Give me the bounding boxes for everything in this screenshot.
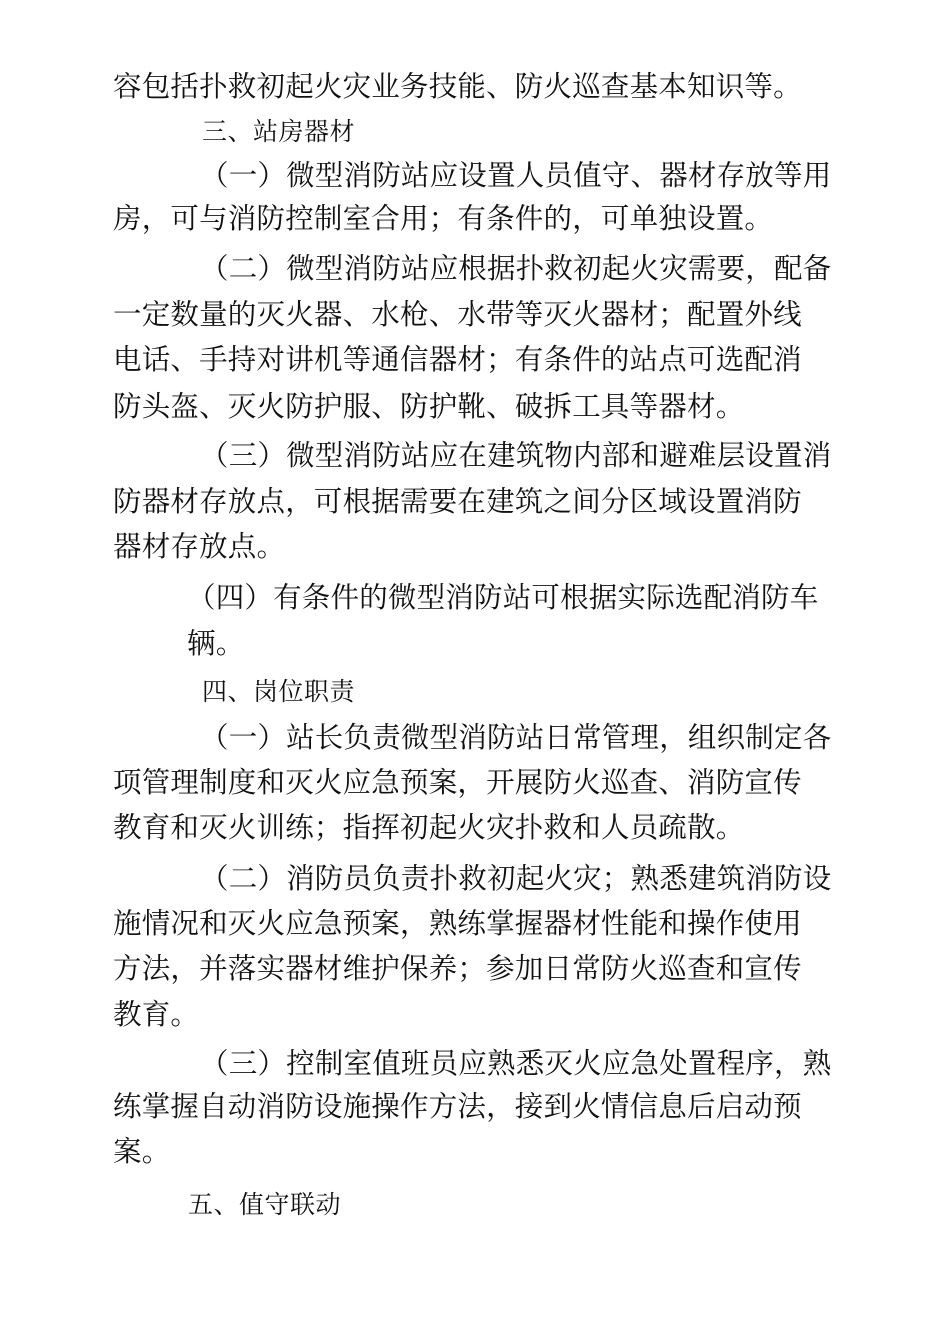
section-heading-5: 五、值守联动 [188, 1190, 342, 1219]
paragraph-line: 器材存放点。 [113, 530, 286, 563]
paragraph-line: 容包括扑救初起火灾业务技能、防火巡查基本知识等。 [113, 70, 802, 103]
paragraph-line: 房，可与消防控制室合用；有条件的，可单独设置。 [113, 202, 774, 235]
section-heading-4: 四、岗位职责 [202, 677, 356, 706]
paragraph-line: （三）微型消防站应在建筑物内部和避难层设置消 [200, 439, 832, 472]
paragraph-line: （二）微型消防站应根据扑救初起火灾需要，配备 [200, 252, 832, 285]
paragraph-line: 教育和灭火训练；指挥初起火灾扑救和人员疏散。 [113, 811, 745, 844]
paragraph-line: 电话、手持对讲机等通信器材；有条件的站点可选配消 [113, 343, 802, 376]
paragraph-line: （二）消防员负责扑救初起火灾；熟悉建筑消防设 [200, 862, 832, 895]
paragraph-line: （四）有条件的微型消防站可根据实际选配消防车 [187, 581, 819, 614]
paragraph-line: （一）站长负责微型消防站日常管理，组织制定各 [200, 721, 832, 754]
paragraph-line: 一定数量的灭火器、水枪、水带等灭火器材；配置外线 [113, 298, 802, 331]
section-heading-3: 三、站房器材 [202, 117, 356, 146]
paragraph-line: 方法，并落实器材维护保养；参加日常防火巡查和宣传 [113, 952, 802, 985]
paragraph-line: 防头盔、灭火防护服、防护靴、破拆工具等器材。 [113, 390, 745, 423]
paragraph-line: 辆。 [187, 627, 245, 660]
paragraph-line: （三）控制室值班员应熟悉灭火应急处置程序，熟 [200, 1047, 832, 1080]
paragraph-line: 项管理制度和灭火应急预案，开展防火巡查、消防宣传 [113, 766, 802, 799]
paragraph-line: 练掌握自动消防设施操作方法，接到火情信息后启动预 [113, 1090, 802, 1123]
paragraph-line: 教育。 [113, 998, 200, 1031]
paragraph-line: 施情况和灭火应急预案，熟练掌握器材性能和操作使用 [113, 907, 802, 940]
paragraph-line: 案。 [113, 1135, 171, 1168]
paragraph-line: （一）微型消防站应设置人员值守、器材存放等用 [200, 159, 832, 192]
paragraph-line: 防器材存放点，可根据需要在建筑之间分区域设置消防 [113, 485, 802, 518]
